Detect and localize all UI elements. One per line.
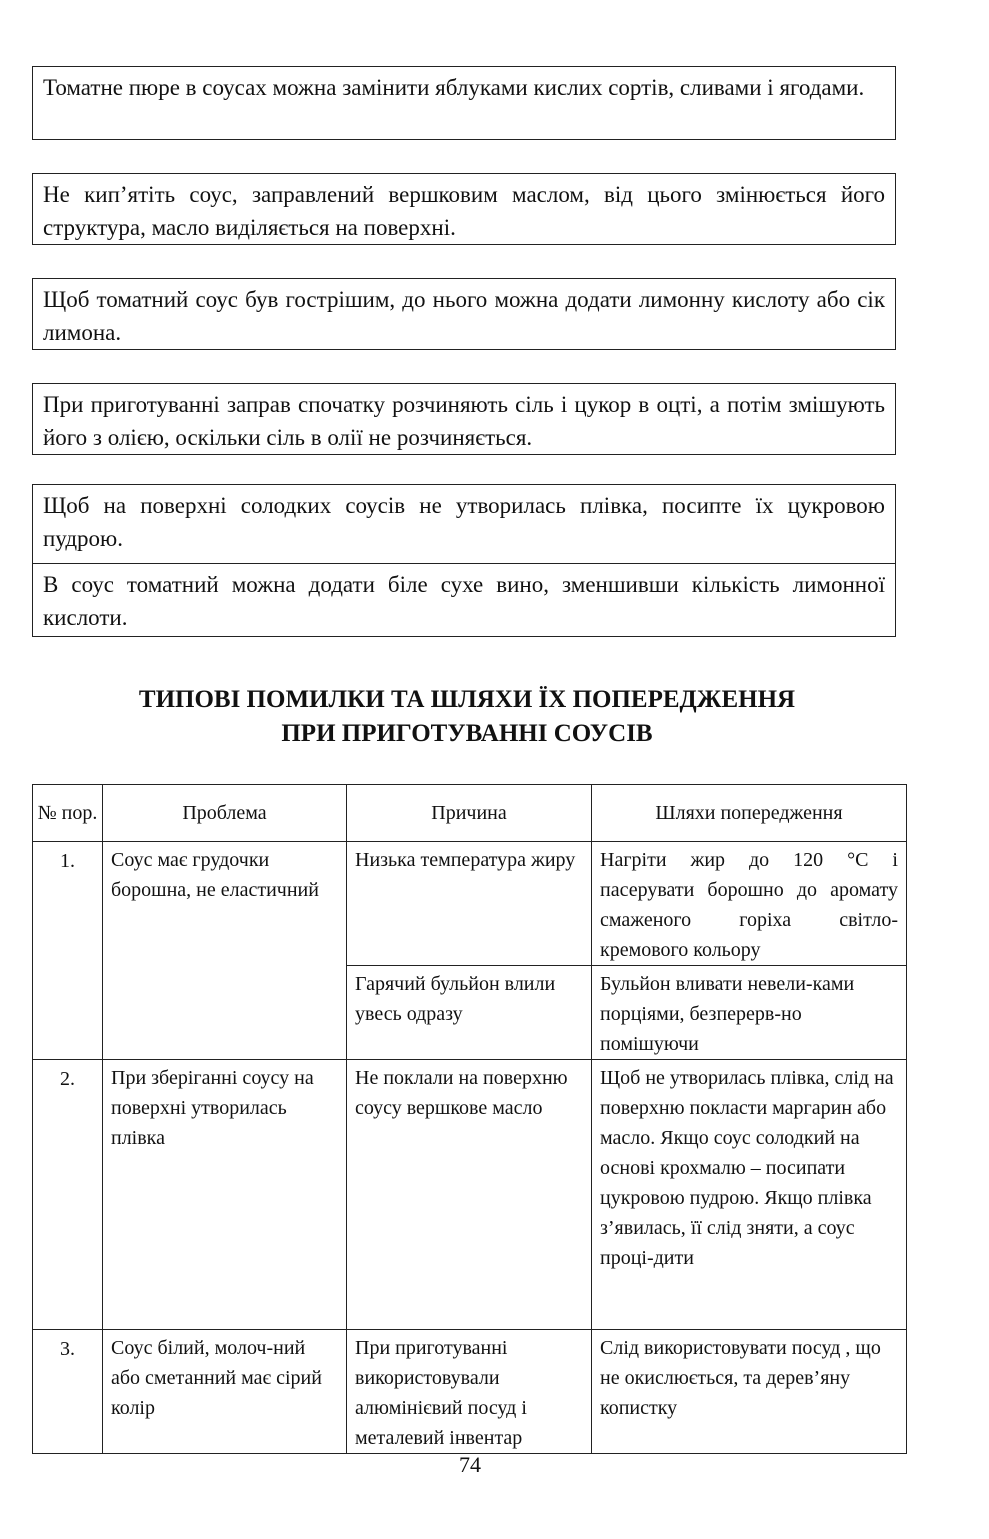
table-row: [33, 1060, 907, 1330]
row-cause: При приготуванні використовували алюмінієвий посуд і металевий інвентар: [347, 1330, 592, 1454]
row-problem: Соус має грудочки борошна, не еластичний: [103, 842, 347, 1060]
row-prevention: Слід використовувати посуд , що не окислюється, та дерев’яну копистку: [592, 1330, 907, 1454]
row-prevention: Щоб не утворилась плівка, слід на поверхню покласти маргарин або масло. Якщо соус солодкий на основі крохмалю – посипати цукровою пудрою. Якщо плівка з’явилась, її слід зняти, а соус проці-дити: [592, 1060, 907, 1330]
row-prevention: Нагріти жир до 120 °С і пасерувати борошно до аромату смаженого горіха світло-кремового кольору: [592, 842, 907, 966]
tip-box: При приготуванні заправ спочатку розчиняють сіль і цукор в оцті, а потім змішують його з олією, оскільки сіль в олії не розчиняється.: [32, 383, 896, 455]
table-header-row: [33, 785, 907, 842]
row-number: 1.: [33, 842, 103, 1060]
header-problem: Проблема: [103, 785, 347, 842]
tip-box: Не кип’ятіть соус, заправлений вершковим маслом, від цього змінюється його структура, масло виділяється на поверхні.: [32, 173, 896, 245]
row-problem: Соус білий, молоч-ний або сметанний має сірий колір: [103, 1330, 347, 1454]
row-cause: Не поклали на поверхню соусу вершкове масло: [347, 1060, 592, 1330]
header-number: № пор.: [33, 785, 103, 842]
table-row: [33, 1330, 907, 1454]
row-prevention: Бульйон вливати невели-ками порціями, безперерв-но помішуючи: [592, 966, 907, 1060]
heading-line-1: ТИПОВІ ПОМИЛКИ ТА ШЛЯХИ ЇХ ПОПЕРЕДЖЕННЯ: [138, 686, 796, 713]
tip-box: Щоб томатний соус був гострішим, до нього можна додати лимонну кислоту або сік лимона.: [32, 278, 896, 350]
row-problem: При зберіганні соусу на поверхні утворилась плівка: [103, 1060, 347, 1330]
row-number: 3.: [33, 1330, 103, 1454]
header-prevention: Шляхи попередження: [592, 785, 907, 842]
errors-table: [32, 784, 907, 1454]
section-heading: [32, 683, 902, 751]
page-number: 74: [459, 1452, 481, 1477]
tip-box: Щоб на поверхні солодких соусів не утворилась плівка, посипте їх цукровою пудрою.: [32, 484, 896, 564]
header-cause: Причина: [347, 785, 592, 842]
tip-box: В соус томатний можна додати біле сухе вино, зменшивши кількість лимонної кислоти.: [32, 563, 896, 637]
heading-line-2: ПРИ ПРИГОТУВАННІ СОУСІВ: [281, 720, 653, 747]
row-cause: Гарячий бульйон влили увесь одразу: [347, 966, 592, 1060]
row-cause: Низька температура жиру: [347, 842, 592, 966]
tip-box: Томатне пюре в соусах можна замінити яблуками кислих сортів, сливами і ягодами.: [32, 66, 896, 140]
row-number: 2.: [33, 1060, 103, 1330]
table-row: [33, 842, 907, 966]
